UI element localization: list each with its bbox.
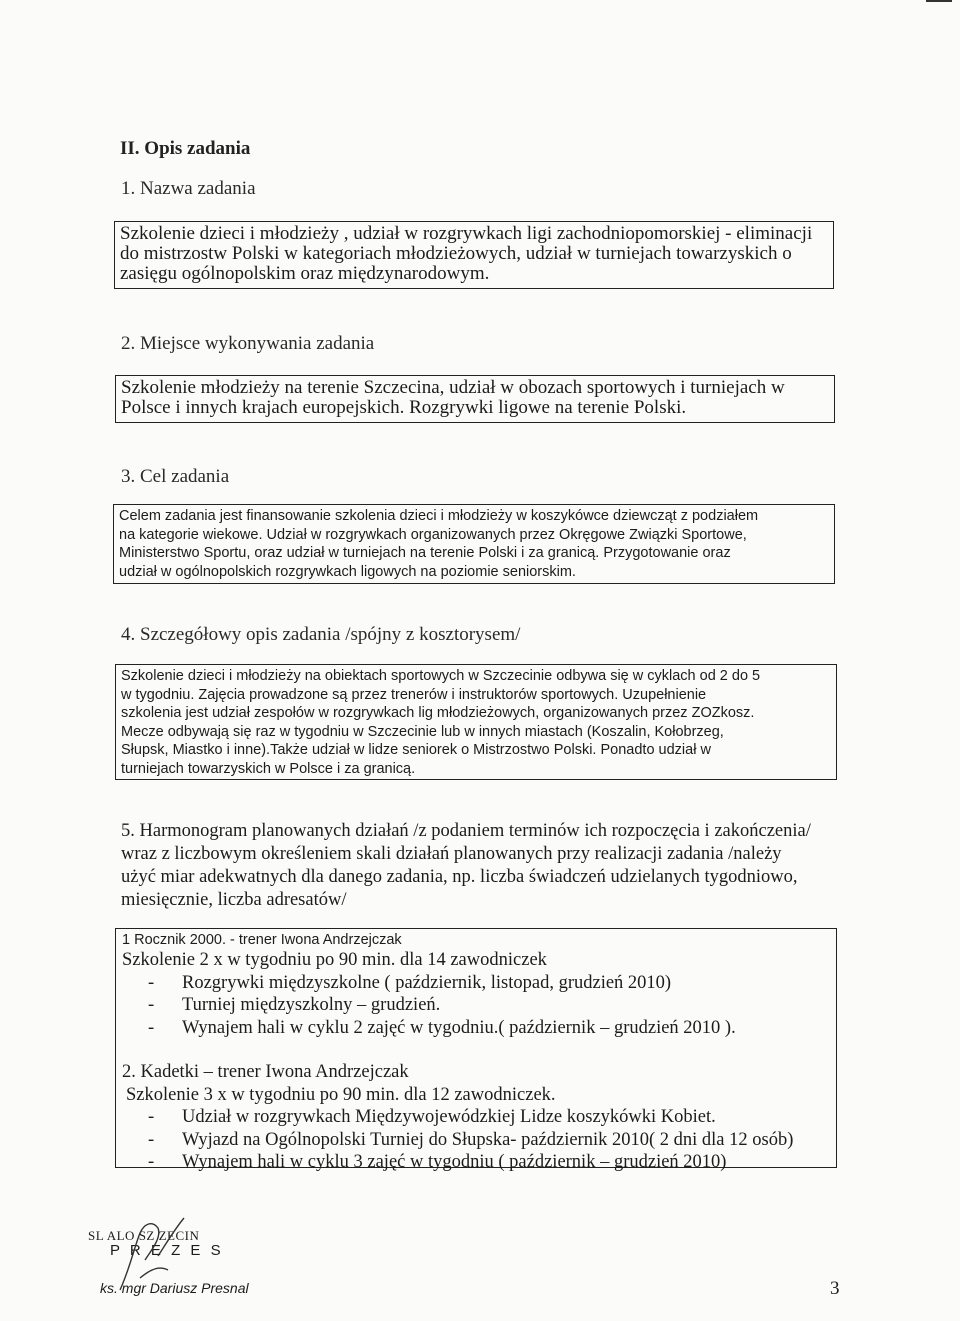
text-line: Ministerstwo Sportu, oraz udział w turniejach na terenie Polski i za granicą. Przygotowanie oraz xyxy=(119,545,731,561)
page-number: 3 xyxy=(830,1278,840,1299)
stamp-line-1: SL ALO SZ ZECIN xyxy=(88,1228,200,1243)
text-line: Mecze odbywają się raz w tygodniu w Szczecinie lub w innych miastach (Koszalin, Kołobrzeg, xyxy=(121,723,724,740)
heading-cel-zadania: 3. Cel zadania xyxy=(121,466,230,487)
box-nazwa-zadania xyxy=(114,221,834,289)
list-item: - Udział w rozgrywkach Międzywojewódzkiej Lidze koszykówki Kobiet. xyxy=(148,1107,716,1127)
section-title: II. Opis zadania xyxy=(120,138,251,159)
list-item: - Turniej międzyszkolny – grudzień. xyxy=(148,995,441,1015)
text-line: Szkolenie młodzieży na terenie Szczecina, udział w obozach sportowych i turniejach w xyxy=(121,377,785,398)
heading-szczegolowy-opis: 4. Szczegółowy opis zadania /spójny z kosztorysem/ xyxy=(121,624,521,645)
text-line: wraz z liczbowym określeniem skali działań planowanych przy realizacji zadania /należy xyxy=(121,844,782,864)
group1-line: Szkolenie 2 x w tygodniu po 90 min. dla 14 zawodniczek xyxy=(122,950,547,970)
text-line: użyć miar adekwatnych dla danego zadania, np. liczba świadczeń udzielanych tygodniowo, xyxy=(121,867,798,887)
heading-miejsce-wykonywania: 2. Miejsce wykonywania zadania xyxy=(121,333,375,354)
text-line: turniejach towarzyskich w Polsce i za granicą. xyxy=(121,760,416,777)
text-line: do mistrzostw Polski w kategoriach młodzieżowych, udział w turniejach towarzyskich o xyxy=(120,243,792,264)
text-line: miesięcznie, liczba adresatów/ xyxy=(121,890,347,910)
text-line: udział w ogólnopolskich rozgrywkach ligowych na poziomie seniorskim. xyxy=(119,563,576,580)
text-line: szkolenia jest udział zespołów w rozgrywkach lig młodzieżowych, organizowanych przez ZOZkosz. xyxy=(121,705,755,721)
text-line: Szkolenie dzieci i młodzieży , udział w rozgrywkach ligi zachodniopomorskiej - eliminacji xyxy=(120,223,813,244)
harmonogram-description xyxy=(121,820,841,912)
list-item: - Wynajem hali w cyklu 3 zajęć w tygodniu ( październik – grudzień 2010) xyxy=(148,1152,727,1172)
text-line: w tygodniu. Zajęcia prowadzone są przez trenerów i instruktorów sportowych. Uzupełnienie xyxy=(121,686,707,703)
text-line: Szkolenie dzieci i młodzieży na obiektach sportowych w Szczecinie odbywa się w cyklach od 2 do 5 xyxy=(121,668,761,684)
top-edge-mark xyxy=(926,0,952,2)
box-cel-zadania xyxy=(113,504,835,584)
stamp-line-2: P R E Z E S xyxy=(110,1242,224,1259)
text-line: Polsce i innych krajach europejskich. Rozgrywki ligowe na terenie Polski. xyxy=(121,397,687,418)
text-line: na kategorie wiekowe. Udział w rozgrywkach organizowanych przez Okręgowe Związki Sportowe, xyxy=(119,526,747,543)
signature-name: ks. mgr Dariusz Presnal xyxy=(100,1280,249,1296)
box-szczegolowy-opis xyxy=(115,664,837,780)
text-line: 5. Harmonogram planowanych działań /z podaniem terminów ich rozpoczęcia i zakończenia/ xyxy=(121,821,811,841)
box-harmonogram xyxy=(115,928,837,1172)
text-line: Słupsk, Miastko i inne).Także udział w lidze seniorek o Mistrzostwo Polski. Ponadto udział w xyxy=(121,742,711,758)
group2-line: Szkolenie 3 x w tygodniu po 90 min. dla 12 zawodniczek. xyxy=(126,1084,556,1105)
group2-title: 2. Kadetki – trener Iwona Andrzejczak xyxy=(122,1062,409,1082)
box-miejsce-wykonywania xyxy=(115,375,835,423)
list-item: - Wynajem hali w cyklu 2 zajęć w tygodniu.( październik – grudzień 2010 ). xyxy=(148,1017,736,1038)
list-item: - Rozgrywki międzyszkolne ( październik, listopad, grudzień 2010) xyxy=(148,972,672,993)
text-line: zasięgu ogólnopolskim oraz międzynarodowym. xyxy=(120,263,490,284)
list-item: - Wyjazd na Ogólnopolski Turniej do Słupska- październik 2010( 2 dni dla 12 osób) xyxy=(148,1129,794,1150)
text-line: Celem zadania jest finansowanie szkolenia dzieci i młodzieży w koszykówce dziewcząt z podziałem xyxy=(119,508,759,524)
group1-title: 1 Rocznik 2000. - trener Iwona Andrzejczak xyxy=(122,932,402,948)
heading-nazwa-zadania: 1. Nazwa zadania xyxy=(121,178,256,199)
